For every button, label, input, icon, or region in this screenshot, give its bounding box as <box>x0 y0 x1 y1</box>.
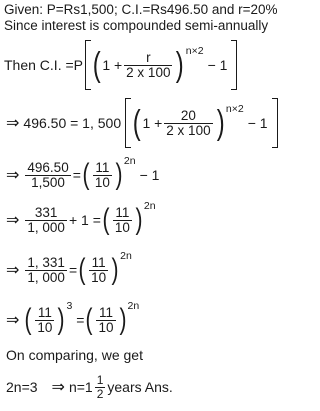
equation-6 <box>6 300 139 340</box>
plus-one-equals: + 1 = <box>68 212 101 228</box>
final-line <box>6 368 173 406</box>
eq1-lead: Then C.I. =P <box>4 57 83 73</box>
right-paren: ) <box>115 158 123 191</box>
left-paren: ( <box>24 303 32 336</box>
paren-group <box>84 305 127 335</box>
equation-2 <box>6 98 278 148</box>
exponent: 3 <box>66 300 73 312</box>
eq2-one: 1 + <box>142 115 163 131</box>
fraction-numerator: 11 <box>95 159 110 175</box>
fraction-denominator: 1, 000 <box>27 269 65 285</box>
implies-arrow: ⇒ <box>6 115 20 132</box>
final-lhs: 2n=3 <box>6 379 38 395</box>
fraction-denominator: 10 <box>91 269 107 285</box>
right-paren: ) <box>176 46 185 84</box>
fraction-numerator: 11 <box>98 304 113 320</box>
right-paren: ) <box>135 203 143 236</box>
paren-group <box>131 106 226 140</box>
right-bracket <box>231 40 237 90</box>
equals-sign: = <box>72 167 81 183</box>
fraction <box>35 306 54 335</box>
fraction-numerator: 20 <box>180 107 196 123</box>
exponent: 2n <box>143 200 156 212</box>
fraction-denominator: 10 <box>98 319 114 335</box>
comparing-line: On comparing, we get <box>6 347 143 363</box>
fraction-numerator: 11 <box>91 254 106 270</box>
eq3-tail: − 1 <box>139 167 160 183</box>
left-paren: ( <box>85 303 93 336</box>
given-line: Given: P=Rs1,500; C.I.=Rs496.50 and r=20% <box>4 2 278 17</box>
right-bracket <box>272 98 278 148</box>
right-paren: ) <box>119 303 126 336</box>
implies-arrow: ⇒ <box>6 312 20 329</box>
final-mid: n=1 <box>68 379 93 395</box>
fraction-numerator: 11 <box>37 304 52 320</box>
implies-arrow: ⇒ <box>51 379 65 396</box>
right-paren: ) <box>216 104 225 142</box>
equals-sign: = <box>76 312 85 328</box>
fraction <box>124 51 172 80</box>
fraction <box>96 306 115 335</box>
fraction-numerator: 496.50 <box>27 159 69 175</box>
fraction-denominator: 2 <box>96 386 104 401</box>
fraction-denominator: 10 <box>37 319 53 335</box>
eq2-tail: − 1 <box>247 115 268 131</box>
exponent: n×2 <box>185 45 204 57</box>
paren-group <box>23 305 66 335</box>
equation-1 <box>4 40 237 90</box>
right-paren: ) <box>111 253 119 286</box>
final-tail: years Ans. <box>107 379 173 395</box>
fraction-numerator: 1 <box>96 372 104 387</box>
left-paren: ( <box>82 158 90 191</box>
eq1-tail: − 1 <box>207 57 228 73</box>
paren-group <box>81 160 124 190</box>
implies-arrow: ⇒ <box>6 262 20 279</box>
paren-group <box>77 255 120 285</box>
exponent: 2n <box>120 250 132 262</box>
equation-5 <box>6 250 132 290</box>
fraction-numerator: 331 <box>34 204 58 220</box>
fraction-numerator: 1, 331 <box>27 254 65 270</box>
left-paren: ( <box>92 46 101 84</box>
exponent: 2n <box>127 300 140 312</box>
fraction-denominator: 2 x 100 <box>126 64 171 80</box>
equals-sign: = <box>68 262 78 278</box>
fraction-numerator: 11 <box>115 204 130 220</box>
fraction <box>93 161 112 190</box>
fraction <box>164 109 212 138</box>
equation-4 <box>6 200 156 240</box>
eq2-lead: 496.50 = 1, 500 <box>23 115 122 131</box>
paren-group <box>101 205 144 235</box>
fraction <box>25 256 67 285</box>
fraction-denominator: 1,500 <box>31 174 65 190</box>
eq1-one: 1 + <box>102 57 123 73</box>
left-paren: ( <box>78 253 86 286</box>
fraction <box>89 256 108 285</box>
left-paren: ( <box>102 203 110 236</box>
since-line: Since interest is compounded semi-annually <box>4 18 269 33</box>
fraction-denominator: 10 <box>94 174 110 190</box>
right-paren: ) <box>57 303 65 336</box>
paren-group <box>91 48 186 82</box>
fraction <box>25 206 67 235</box>
fraction-denominator: 10 <box>114 219 130 235</box>
implies-arrow: ⇒ <box>6 167 20 184</box>
fraction-denominator: 1, 000 <box>27 219 65 235</box>
fraction <box>25 161 70 190</box>
exponent: 2n <box>123 155 136 167</box>
fraction <box>113 206 132 235</box>
fraction-numerator: r <box>146 49 151 65</box>
exponent: n×2 <box>225 103 244 115</box>
fraction-denominator: 2 x 100 <box>166 122 211 138</box>
implies-arrow: ⇒ <box>6 212 20 229</box>
fraction <box>95 374 106 401</box>
left-paren: ( <box>132 104 141 142</box>
equation-3 <box>6 155 159 195</box>
